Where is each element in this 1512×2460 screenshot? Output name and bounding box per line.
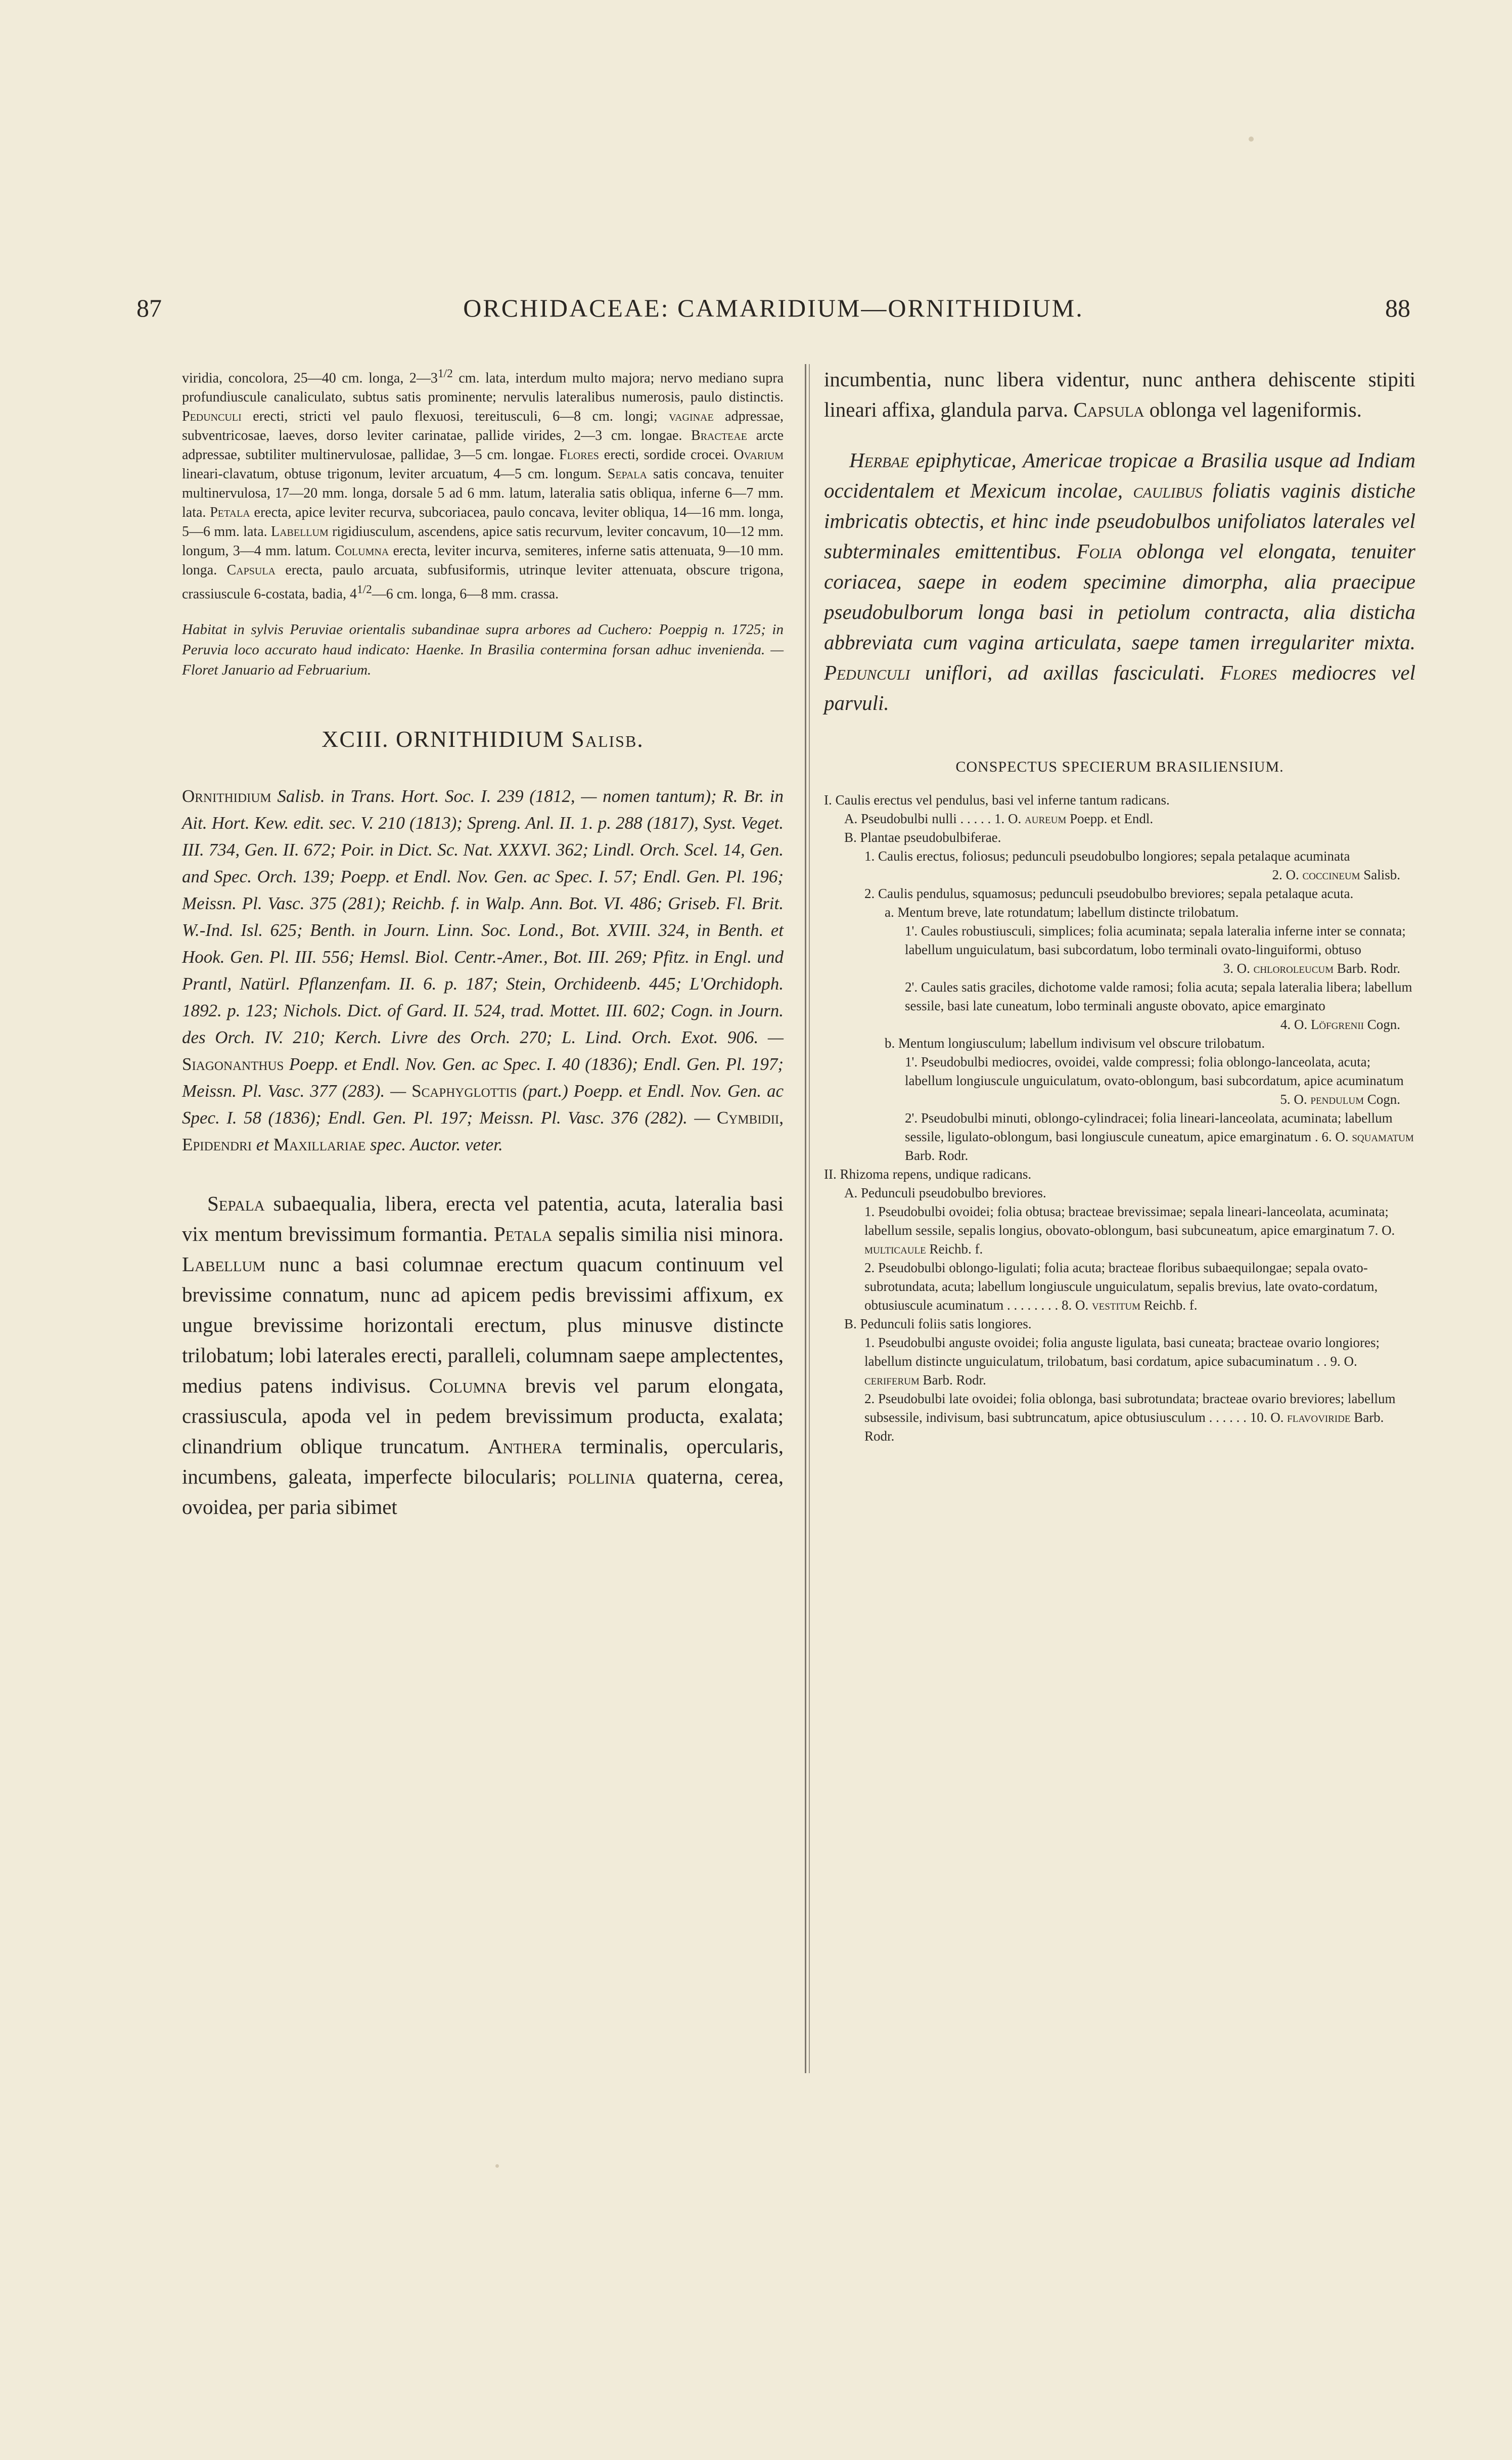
- key-item: B. Plantae pseudobulbiferae.: [844, 830, 1001, 845]
- key-item: B. Pedunculi foliis satis longiores.: [844, 1316, 1032, 1331]
- key-item: II. Rhizoma repens, undique radicans.: [824, 1167, 1032, 1182]
- running-header: [136, 293, 1410, 339]
- key-species: 3. O. chloroleucum Barb. Rodr.: [1223, 961, 1400, 976]
- key-species: 2. O. coccineum Salisb.: [1272, 867, 1400, 882]
- genus-synonymy: Ornithidium Salisb. in Trans. Hort. Soc. I. 239 (1812, — nomen tantum); R. Br. in Ait. Hort. Kew. edit. sec. V. 210 (1813); Spreng. Anl. II. 1. p. 288 (1817), Syst. Veget. III. 734, Gen. II. 672; Poir. in Dict. Sc. Nat. XXXVI. 362; Lindl. Orch. Scel. 14, Gen. and Spec. Orch. 139; Poepp. et Endl. Nov. Gen. ac Spec. I. 57; Endl. Gen. Pl. 196; Meissn. Pl. Vasc. 375 (281); Reichb. f. in Walp. Ann. Bot. VI. 486; Griseb. Fl. Brit. W.-Ind. Isl. 625; Benth. in Journ. Linn. Soc. Lond., Bot. XVIII. 324, in Benth. et Hook. Gen. Pl. III. 556; Hemsl. Biol. Centr.-Amer., Bot. III. 269; Pfitz. in Engl. und Prantl, Natürl. Pflanzenfam. II. 6. p. 187; Stein, Orchideenb. 445; L'Orchidoph. 1892. p. 123; Nichols. Dict. of Gard. II. 524, trad. Mottet. III. 602; Cogn. in Journ. des Orch. IV. 210; Kerch. Livre des Orch. 270; L. Lind. Orch. Exot. 906. — Siagonanthus Poepp. et Endl. Nov. Gen. ac Spec. I. 40 (1836); Endl. Gen. Pl. 197; Meissn. Pl. Vasc. 377 (283). — Scaphyglottis (part.) Poepp. et Endl. Nov. Gen. ac Spec. I. 58 (1836); Endl. Gen. Pl. 197; Meissn. Pl. Vasc. 376 (282). — Cymbidii, Epidendri et Maxillariae spec. Auctor. veter.: [182, 786, 784, 1154]
- key-item: 2'. Pseudobulbi minuti, oblongo-cylindracei; folia lineari-lanceolata, acuminata; labellum sessile, ligulato-oblongum, basi longiuscule cuneatum, apice emarginatum . 6. O. squamatum Barb. Rodr.: [905, 1110, 1414, 1163]
- key-item: 1. Caulis erectus, foliosus; pedunculi pseudobulbo longiores; sepala petalaque acuminata: [864, 848, 1350, 864]
- key-item: I. Caulis erectus vel pendulus, basi vel inferne tantum radicans.: [824, 792, 1170, 808]
- key-item: 2'. Caules satis graciles, dichotome valde ramosi; folia acuta; sepala lateralia libera; labellum sessile, basi late cuneatum, lobo terminali anguste obovato, apice emarginato: [905, 979, 1412, 1013]
- column-rule-inner: [809, 364, 810, 2073]
- key-item: 1. Pseudobulbi anguste ovoidei; folia anguste ligulata, basi cuneata; bracteae ovario longiores; labellum distincte unguiculatum, trilobatum, basi cordatum, apice subacuminatum . . 9. O. ceriferum Barb. Rodr.: [864, 1335, 1380, 1388]
- key-item: 1. Pseudobulbi ovoidei; folia obtusa; bracteae brevissimae; sepala lineari-lanceolata, acuminata; labellum sessile, sepalis longius, obovato-oblongum, basi subcuneatum, apice emarginatum 7. O. multicaule Reichb. f.: [864, 1204, 1395, 1257]
- genus-heading: XCIII. ORNITHIDIUM Salisb.: [322, 726, 644, 752]
- paper-speck: [1249, 137, 1254, 142]
- genus-description: Sepala subaequalia, libera, erecta vel patentia, acuta, lateralia basi vix mentum brevissimum formantia. Petala sepalis similia nisi minora. Labellum nunc a basi columnae erectum quacum continuum vel brevissime connatum, nunc ad apicem pedis brevissimi affixum, ex ungue brevissime horizontali erectum, plus minusve distincte trilobatum; lobi laterales erecti, paralleli, columnam saepe amplectentes, medius patens indivisus. Columna brevis vel parum elongata, crassiuscula, apoda vel in pedem brevissimum producta, exalata; clinandrium oblique truncatum. Anthera terminalis, opercularis, incumbens, galeata, imperfecte bilocularis; pollinia quaterna, cerea, ovoidea, per paria sibimet: [182, 1191, 784, 1518]
- genus-habit: Herbae epiphyticae, Americae tropicae a Brasilia usque ad Indiam occidentalem et Mexicum incolae, caulibus foliatis vaginis distiche imbricatis obtectis, et hinc inde pseudobulbos unifoliatos laterales vel subterminales emittentibus. Folia oblonga vel elongata, tenuiter coriacea, saepe in eodem specimine dimorpha, alia praecipue pseudobulborum longa basi in petiolum contracta, alia disticha abbreviata cum vagina articulata, saepe tamen irregulariter mixta. Pedunculi uniflori, ad axillas fasciculati. Flores mediocres vel parvuli.: [824, 449, 1415, 714]
- conspectus-title: CONSPECTUS SPECIERUM BRASILIENSIUM.: [955, 758, 1284, 775]
- key-item: 1'. Pseudobulbi mediocres, ovoidei, valde compressi; folia oblongo-lanceolata, acuta; labellum longiuscule unguiculatum, ovato-oblongum, basi subcordatum, apice acuminatum: [905, 1054, 1404, 1088]
- key-item: b. Mentum longiusculum; labellum indivisum vel obscure trilobatum.: [885, 1036, 1265, 1051]
- key-item: A. Pseudobulbi nulli . . . . . 1. O. aureum Poepp. et Endl.: [844, 811, 1154, 826]
- left-column: [182, 364, 784, 1522]
- genus-description-continued: incumbentia, nunc libera videntur, nunc anthera dehiscente stipiti lineari affixa, glandula parva. Capsula oblonga vel lageniformis.: [824, 368, 1415, 421]
- key-item: 1'. Caules robustiusculi, simplices; folia acuminata; sepala lateralia inferne inter se connata; labellum unguiculatum, basi subcordatum, lobo terminali ovato-linguiformi, obtuso: [905, 923, 1406, 957]
- key-item: 2. Pseudobulbi late ovoidei; folia oblonga, basi subrotundata; bracteae ovario breviores; labellum subsessile, indivisum, basi subtruncatum, apice obtusiusculum . . . . . . 10. O. flavoviride Barb. Rodr.: [864, 1391, 1396, 1444]
- key-species: 4. O. Löfgrenii Cogn.: [1280, 1017, 1400, 1032]
- key-species: 5. O. pendulum Cogn.: [1280, 1092, 1400, 1107]
- key-item: 2. Pseudobulbi oblongo-ligulati; folia acuta; bracteae floribus subaequilongae; sepala ovato-subrotundata, acuta; labellum longiuscule unguiculatum, sepalis brevius, late ovato-cordatum, obtusiuscule acuminatum . . . . . . . . 8. O. vestitum Reichb. f.: [864, 1260, 1378, 1313]
- key-item: A. Pedunculi pseudobulbo breviores.: [844, 1185, 1046, 1200]
- page-number-left: 87: [136, 294, 162, 322]
- species-key: [824, 791, 1415, 1446]
- habitat-note: Habitat in sylvis Peruviae orientalis subandinae supra arbores ad Cuchero: Poeppig n. 1725; in Peruvia loco accurato haud indicato: Haenke. In Brasilia contermina forsan adhuc invenienda. — Floret Januario ad Februarium.: [182, 621, 784, 678]
- running-title: ORCHIDACEAE: CAMARIDIUM—ORNITHIDIUM.: [463, 294, 1084, 322]
- column-rule: [805, 364, 806, 2073]
- right-column: [824, 364, 1415, 1446]
- key-item: a. Mentum breve, late rotundatum; labellum distincte trilobatum.: [885, 905, 1239, 920]
- paper-speck: [495, 2164, 499, 2168]
- species-description: viridia, concolora, 25—40 cm. longa, $2—3^{1/2}$ cm. lata, interdum multo majora; nervo mediano supra profundiuscule canaliculato, subtus satis prominente; nervulis lateralibus numerosis, paulo distinctis. Pedunculi erecti, stricti vel paulo flexuosi, tereitusculi, 6—8 cm. longi; vaginae adpressae, subventricosae, laeves, dorso leviter carinatae, pallide virides, 2—3 cm. longae. Bracteae arcte adpressae, subtiliter multinervulosae, pallidae, 3—5 cm. longae. Flores erecti, sordide crocei. Ovarium lineari-clavatum, obtuse trigonum, leviter arcuatum, 4—5 cm. longum. Sepala satis concava, tenuiter multinervulosa, 17—20 mm. longa, dorsale 5 ad 6 mm. latum, lateralia satis obliqua, inferne 6—7 mm. lata. Petala erecta, apice leviter recurva, subcoriacea, paulo concava, leviter obliqua, 14—16 mm. longa, 5—6 mm. lata. Labellum rigidiusculum, ascendens, apice satis recurvum, leviter concavum, 10—12 mm. longum, 3—4 mm. latum. Columna erecta, leviter incurva, semiteres, inferne satis attenuata, 9—10 mm. longa. Capsula erecta, paulo arcuata, subfusiformis, utrinque leviter attenuata, obscure trigona, crassiuscule 6-costata, badia, $4^{1/2}—6$ cm. longa, 6—8 mm. crassa.: [182, 367, 784, 602]
- page-number-right: 88: [1385, 294, 1410, 322]
- key-item: 2. Caulis pendulus, squamosus; pedunculi pseudobulbo breviores; sepala petalaque acuta.: [864, 886, 1354, 901]
